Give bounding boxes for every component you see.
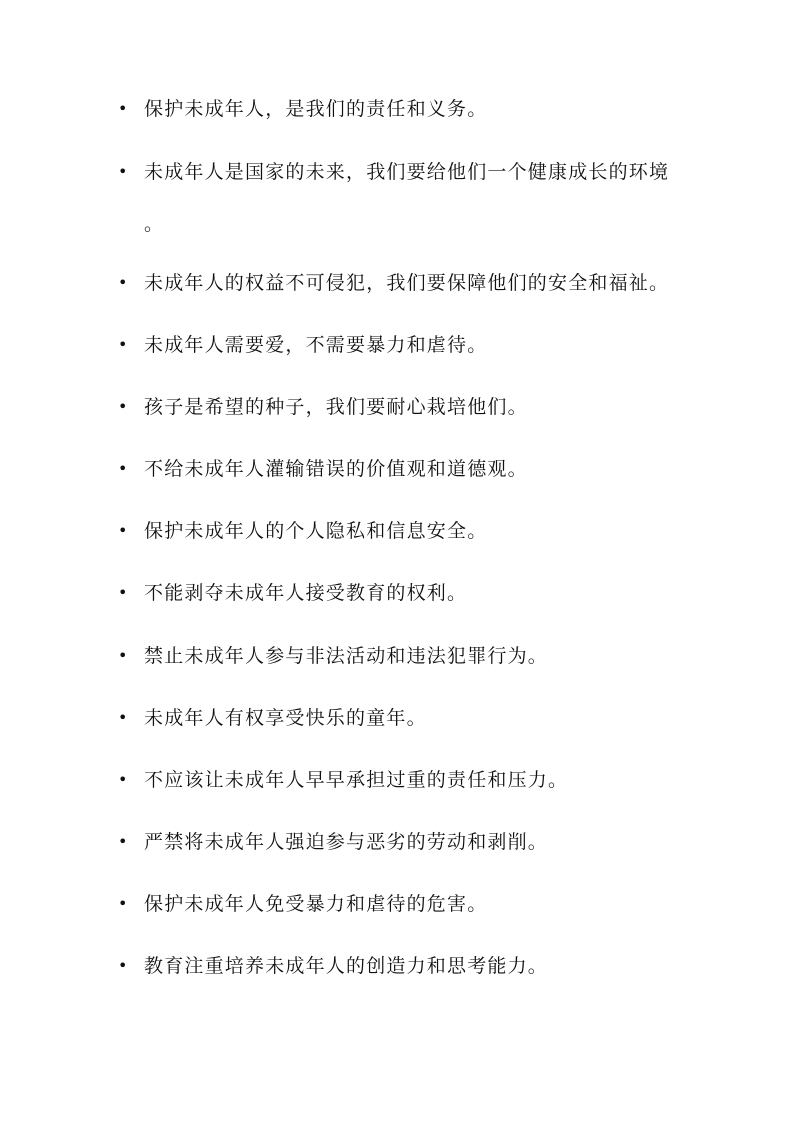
list-item: [118, 517, 698, 545]
list-item-line: 保护未成年人，是我们的责任和义务。: [144, 98, 488, 120]
list-item: [118, 158, 698, 238]
list-item-text: [144, 704, 427, 732]
list-item-line: 保护未成年人免受暴力和虐待的危害。: [144, 893, 488, 915]
bullet-marker: •: [118, 521, 128, 540]
bullet-marker: •: [118, 956, 128, 975]
list-item: [118, 642, 698, 670]
list-item-text: [144, 331, 487, 359]
list-item: [118, 393, 698, 421]
list-item-line: 不应该让未成年人早早承担过重的责任和压力。: [144, 769, 569, 791]
bullet-marker: •: [118, 832, 128, 851]
list-item: [118, 455, 698, 483]
list-item: [118, 95, 698, 123]
list-item-text: [144, 890, 487, 918]
list-item-text: [144, 517, 487, 545]
bullet-marker: •: [118, 894, 128, 913]
list-item-line: 保护未成年人的个人隐私和信息安全。: [144, 520, 488, 542]
list-item-text: [144, 95, 487, 123]
list-item-text: [144, 393, 528, 421]
list-item-text: [144, 766, 568, 794]
list-item-text: [144, 269, 669, 297]
list-item: [118, 766, 698, 794]
bullet-marker: •: [118, 99, 128, 118]
list-item: [118, 579, 698, 607]
bullet-marker: •: [118, 770, 128, 789]
list-item-line: 未成年人的权益不可侵犯，我们要保障他们的安全和福祉。: [144, 272, 670, 294]
list-item: [118, 952, 698, 980]
list-item-text: [144, 642, 548, 670]
list-item-text: [144, 952, 548, 980]
list-item-text: [144, 828, 548, 856]
list-item: [118, 704, 698, 732]
bullet-marker: •: [118, 162, 128, 181]
list-item-line: 禁止未成年人参与非法活动和违法犯罪行为。: [144, 645, 549, 667]
list-item-line: 孩子是希望的种子，我们要耐心栽培他们。: [144, 396, 528, 418]
list-item-text: [144, 455, 528, 483]
list-item: [118, 828, 698, 856]
list-item-line: 未成年人是国家的未来，我们要给他们一个健康成长的环境: [144, 161, 670, 183]
bullet-marker: •: [118, 583, 128, 602]
list-item-text: [144, 158, 669, 238]
bullet-marker: •: [118, 335, 128, 354]
list-item-line: 不能剥夺未成年人接受教育的权利。: [144, 582, 468, 604]
bullet-marker: •: [118, 459, 128, 478]
bullet-marker: •: [118, 646, 128, 665]
list-item-line: 未成年人需要爱，不需要暴力和虐待。: [144, 334, 488, 356]
list-item: [118, 331, 698, 359]
list-item-line: 不给未成年人灌输错误的价值观和道德观。: [144, 458, 528, 480]
list-item-line: 严禁将未成年人强迫参与恶劣的劳动和剥削。: [144, 831, 549, 853]
list-item: [118, 890, 698, 918]
bullet-marker: •: [118, 273, 128, 292]
list-item-line: 。: [144, 213, 165, 235]
list-item-line: 未成年人有权享受快乐的童年。: [144, 707, 427, 729]
list-item-line: 教育注重培养未成年人的创造力和思考能力。: [144, 955, 549, 977]
list-item-text: [144, 579, 467, 607]
bullet-marker: •: [118, 397, 128, 416]
bullet-marker: •: [118, 708, 128, 727]
list-item: [118, 269, 698, 297]
